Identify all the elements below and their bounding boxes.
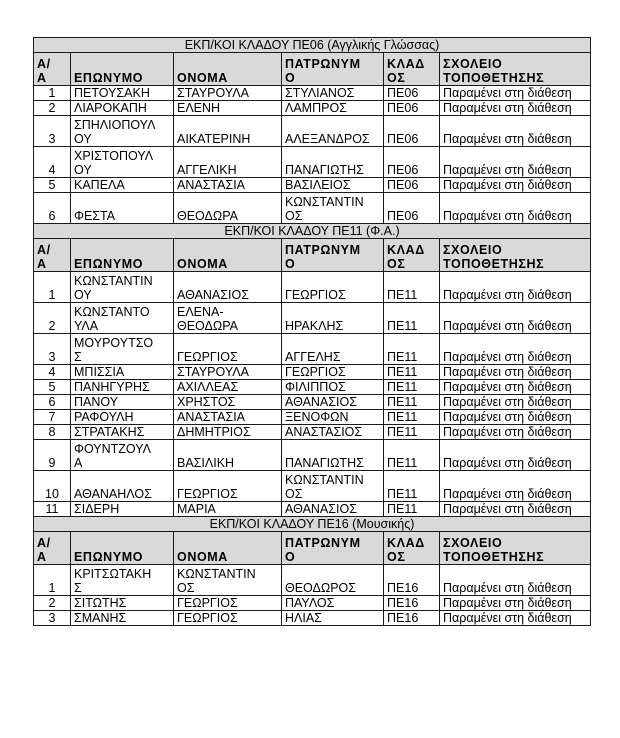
cell-branch: ΠΕ11	[384, 365, 440, 380]
cell-line: ΕΛΕΝΗ	[177, 101, 221, 115]
cell-aa: 1	[34, 565, 71, 596]
header-aa	[34, 239, 71, 272]
cell-line: ΣΜΑΝΗΣ	[74, 611, 127, 625]
cell-line: ΣΙΤΩΤΗΣ	[74, 596, 127, 610]
header-aa	[34, 53, 71, 86]
table-row	[34, 410, 591, 425]
cell-aa: 5	[34, 380, 71, 395]
cell-name	[174, 101, 282, 116]
cell-branch: ΠΕ11	[384, 334, 440, 365]
cell-line: ΕΛΕΝΑ-	[177, 305, 224, 319]
cell-line: ΧΡΗΣΤΟΣ	[177, 395, 236, 409]
cell-school: Παραμένει στη διάθεση	[440, 86, 591, 101]
cell-line: ΑΧΙΛΛΕΑΣ	[177, 380, 239, 394]
cell-aa: 4	[34, 365, 71, 380]
section-title: ΕΚΠ/ΚΟΙ ΚΛΑΔΟΥ ΠΕ16 (Μουσικής)	[34, 517, 591, 532]
cell-school: Παραμένει στη διάθεση	[440, 471, 591, 502]
cell-line: ΣΠΗΛΙΟΠΟΥΛ	[74, 118, 156, 132]
header-surname	[71, 53, 174, 86]
column-header-row	[34, 53, 591, 86]
cell-surname	[71, 193, 174, 224]
cell-surname	[71, 410, 174, 425]
cell-name	[174, 596, 282, 611]
cell-patronym	[282, 410, 384, 425]
column-header-row	[34, 239, 591, 272]
cell-aa: 3	[34, 611, 71, 626]
cell-line: ΡΑΦΟΥΛΗ	[74, 410, 134, 424]
header-surname	[71, 239, 174, 272]
cell-line: ΣΙΔΕΡΗ	[74, 502, 120, 516]
cell-school: Παραμένει στη διάθεση	[440, 596, 591, 611]
header-aa-line1: Α/	[37, 57, 51, 71]
cell-line: ΑΝΑΣΤΑΣΙΟΣ	[285, 425, 363, 439]
cell-name	[174, 440, 282, 471]
header-patronym-line2: Ο	[285, 550, 296, 564]
cell-patronym	[282, 596, 384, 611]
table-row	[34, 303, 591, 334]
header-patronym-line1: ΠΑΤΡΩΝΥΜ	[285, 243, 361, 257]
cell-branch: ΠΕ11	[384, 410, 440, 425]
table-body	[34, 38, 591, 626]
cell-surname	[71, 334, 174, 365]
cell-branch: ΠΕ06	[384, 101, 440, 116]
header-name-line2: ΟΝΟΜΑ	[177, 550, 228, 564]
table-row	[34, 425, 591, 440]
header-school-line1: ΣΧΟΛΕΙΟ	[443, 243, 503, 257]
cell-line: ΚΩΝΣΤΑΝΤΙΝ	[74, 274, 153, 288]
cell-school: Παραμένει στη διάθεση	[440, 395, 591, 410]
cell-branch: ΠΕ11	[384, 440, 440, 471]
header-branch-line2: ΟΣ	[387, 550, 406, 564]
cell-aa: 4	[34, 147, 71, 178]
header-surname	[71, 532, 174, 565]
cell-branch: ΠΕ16	[384, 611, 440, 626]
table-row	[34, 380, 591, 395]
header-school-line2: ΤΟΠΟΘΕΤΗΣΗΣ	[443, 550, 545, 564]
cell-line: ΣΤΑΥΡΟΥΛΑ	[177, 86, 249, 100]
cell-line: ΑΓΓΕΛΗΣ	[285, 350, 341, 364]
cell-aa: 5	[34, 178, 71, 193]
cell-surname	[71, 147, 174, 178]
cell-branch: ΠΕ06	[384, 147, 440, 178]
cell-surname	[71, 303, 174, 334]
header-patronym	[282, 53, 384, 86]
cell-school: Παραμένει στη διάθεση	[440, 178, 591, 193]
cell-line: ΗΛΙΑΣ	[285, 611, 322, 625]
cell-line: Α	[74, 456, 83, 470]
table-row	[34, 440, 591, 471]
cell-aa: 2	[34, 101, 71, 116]
cell-surname	[71, 116, 174, 147]
header-aa-line1: Α/	[37, 536, 51, 550]
header-name-line2: ΟΝΟΜΑ	[177, 257, 228, 271]
cell-line: ΑΘΑΝΑΗΛΟΣ	[74, 487, 152, 501]
cell-name	[174, 86, 282, 101]
header-surname-line2: ΕΠΩΝΥΜΟ	[74, 71, 144, 85]
cell-school: Παραμένει στη διάθεση	[440, 425, 591, 440]
cell-aa: 6	[34, 395, 71, 410]
cell-branch: ΠΕ11	[384, 395, 440, 410]
header-branch-line1: ΚΛΑΔ	[387, 243, 425, 257]
cell-surname	[71, 440, 174, 471]
cell-branch: ΠΕ11	[384, 303, 440, 334]
table-row	[34, 147, 591, 178]
cell-aa: 7	[34, 410, 71, 425]
table-row	[34, 596, 591, 611]
cell-branch: ΠΕ06	[384, 178, 440, 193]
cell-line: ΗΡΑΚΛΗΣ	[285, 319, 344, 333]
cell-line: ΚΡΙΤΣΩΤΑΚΗ	[74, 567, 152, 581]
header-patronym-line1: ΠΑΤΡΩΝΥΜ	[285, 57, 361, 71]
cell-line: ΑΘΑΝΑΣΙΟΣ	[285, 502, 357, 516]
table-row	[34, 395, 591, 410]
cell-line: ΚΩΝΣΤΑΝΤΙΝ	[177, 567, 256, 581]
cell-line: ΠΑΝΟΥ	[74, 395, 119, 409]
cell-surname	[71, 425, 174, 440]
header-surname-line2: ΕΠΩΝΥΜΟ	[74, 257, 144, 271]
cell-line: ΟΣ	[285, 487, 303, 501]
cell-school: Παραμένει στη διάθεση	[440, 101, 591, 116]
header-name	[174, 53, 282, 86]
cell-name	[174, 272, 282, 303]
cell-name	[174, 380, 282, 395]
cell-name	[174, 365, 282, 380]
cell-line: ΓΕΩΡΓΙΟΣ	[177, 350, 238, 364]
header-school	[440, 53, 591, 86]
cell-surname	[71, 502, 174, 517]
cell-school: Παραμένει στη διάθεση	[440, 611, 591, 626]
header-branch	[384, 53, 440, 86]
cell-surname	[71, 86, 174, 101]
header-branch	[384, 239, 440, 272]
header-surname-line2: ΕΠΩΝΥΜΟ	[74, 550, 144, 564]
cell-line: ΠΑΝΗΓΥΡΗΣ	[74, 380, 150, 394]
cell-name	[174, 303, 282, 334]
cell-aa: 1	[34, 86, 71, 101]
cell-name	[174, 611, 282, 626]
cell-school: Παραμένει στη διάθεση	[440, 116, 591, 147]
cell-line: ΦΟΥΝΤΖΟΥΛ	[74, 442, 152, 456]
header-branch-line1: ΚΛΑΔ	[387, 57, 425, 71]
cell-line: ΣΤΥΛΙΑΝΟΣ	[285, 86, 355, 100]
cell-line: ΑΝΑΣΤΑΣΙΑ	[177, 410, 246, 424]
cell-branch: ΠΕ11	[384, 425, 440, 440]
cell-line: ΛΙΑΡΟΚΑΠΗ	[74, 101, 147, 115]
cell-line: ΘΕΟΔΩΡΑ	[177, 209, 238, 223]
header-branch-line1: ΚΛΑΔ	[387, 536, 425, 550]
cell-line: ΑΙΚΑΤΕΡΙΝΗ	[177, 132, 251, 146]
header-name	[174, 239, 282, 272]
cell-name	[174, 147, 282, 178]
cell-patronym	[282, 380, 384, 395]
table-row	[34, 178, 591, 193]
cell-patronym	[282, 272, 384, 303]
cell-name	[174, 410, 282, 425]
cell-line: ΛΑΜΠΡΟΣ	[285, 101, 347, 115]
cell-patronym	[282, 440, 384, 471]
cell-surname	[71, 178, 174, 193]
cell-line: ΠΕΤΟΥΣΑΚΗ	[74, 86, 150, 100]
cell-line: ΟΣ	[285, 209, 303, 223]
cell-line: ΒΑΣΙΛΕΙΟΣ	[285, 178, 351, 192]
cell-branch: ΠΕ16	[384, 565, 440, 596]
header-patronym-line1: ΠΑΤΡΩΝΥΜ	[285, 536, 361, 550]
cell-line: ΠΑΝΑΓΙΩΤΗΣ	[285, 163, 364, 177]
cell-aa: 3	[34, 334, 71, 365]
cell-patronym	[282, 116, 384, 147]
header-school-line1: ΣΧΟΛΕΙΟ	[443, 536, 503, 550]
cell-surname	[71, 380, 174, 395]
cell-school: Παραμένει στη διάθεση	[440, 334, 591, 365]
column-header-row	[34, 532, 591, 565]
cell-line: ΑΓΓΕΛΙΚΗ	[177, 163, 237, 177]
cell-line: ΠΑΝΑΓΙΩΤΗΣ	[285, 456, 364, 470]
cell-name	[174, 425, 282, 440]
cell-name	[174, 178, 282, 193]
header-aa-line2: Α	[37, 71, 47, 85]
cell-branch: ΠΕ11	[384, 502, 440, 517]
cell-patronym	[282, 193, 384, 224]
cell-line: ΑΘΑΝΑΣΙΟΣ	[285, 395, 357, 409]
cell-line: ΔΗΜΗΤΡΙΟΣ	[177, 425, 251, 439]
table-row	[34, 86, 591, 101]
cell-school: Παραμένει στη διάθεση	[440, 440, 591, 471]
header-school-line2: ΤΟΠΟΘΕΤΗΣΗΣ	[443, 71, 545, 85]
cell-line: ΓΕΩΡΓΙΟΣ	[285, 288, 346, 302]
table-row	[34, 502, 591, 517]
table-row	[34, 193, 591, 224]
placement-table	[33, 37, 591, 626]
cell-surname	[71, 596, 174, 611]
cell-aa: 2	[34, 596, 71, 611]
cell-school: Παραμένει στη διάθεση	[440, 193, 591, 224]
cell-patronym	[282, 502, 384, 517]
cell-name	[174, 502, 282, 517]
table-row	[34, 365, 591, 380]
cell-line: ΣΤΡΑΤΑΚΗΣ	[74, 425, 145, 439]
table-row	[34, 471, 591, 502]
cell-surname	[71, 395, 174, 410]
header-branch-line2: ΟΣ	[387, 71, 406, 85]
table-row	[34, 334, 591, 365]
cell-line: Σ	[74, 581, 82, 595]
cell-line: ΦΕΣΤΑ	[74, 209, 116, 223]
header-patronym	[282, 532, 384, 565]
cell-branch: ΠΕ11	[384, 471, 440, 502]
cell-line: ΥΛΑ	[74, 319, 99, 333]
table-row	[34, 101, 591, 116]
section-title: ΕΚΠ/ΚΟΙ ΚΛΑΔΟΥ ΠΕ06 (Αγγλικής Γλώσσας)	[34, 38, 591, 53]
cell-school: Παραμένει στη διάθεση	[440, 502, 591, 517]
header-school-line2: ΤΟΠΟΘΕΤΗΣΗΣ	[443, 257, 545, 271]
cell-line: ΓΕΩΡΓΙΟΣ	[285, 365, 346, 379]
cell-patronym	[282, 334, 384, 365]
header-patronym	[282, 239, 384, 272]
header-aa	[34, 532, 71, 565]
cell-line: ΞΕΝΟΦΩΝ	[285, 410, 349, 424]
section-title-row	[34, 38, 591, 53]
cell-school: Παραμένει στη διάθεση	[440, 303, 591, 334]
cell-school: Παραμένει στη διάθεση	[440, 272, 591, 303]
cell-branch: ΠΕ16	[384, 596, 440, 611]
header-patronym-line2: Ο	[285, 71, 296, 85]
cell-line: ΘΕΟΔΩΡΑ	[177, 319, 238, 333]
cell-line: ΚΩΝΣΤΑΝΤΙΝ	[285, 195, 364, 209]
cell-patronym	[282, 565, 384, 596]
cell-branch: ΠΕ11	[384, 380, 440, 395]
cell-surname	[71, 101, 174, 116]
cell-line: ΣΤΑΥΡΟΥΛΑ	[177, 365, 249, 379]
cell-patronym	[282, 471, 384, 502]
cell-school: Παραμένει στη διάθεση	[440, 147, 591, 178]
cell-line: ΓΕΩΡΓΙΟΣ	[177, 611, 238, 625]
cell-line: ΚΩΝΣΤΑΝΤΟ	[74, 305, 150, 319]
cell-name	[174, 116, 282, 147]
header-branch	[384, 532, 440, 565]
table-row	[34, 272, 591, 303]
cell-line: ΜΠΙΣΣΙΑ	[74, 365, 125, 379]
header-branch-line2: ΟΣ	[387, 257, 406, 271]
cell-surname	[71, 565, 174, 596]
cell-line: ΚΩΝΣΤΑΝΤΙΝ	[285, 473, 364, 487]
cell-aa: 1	[34, 272, 71, 303]
header-school	[440, 239, 591, 272]
cell-school: Παραμένει στη διάθεση	[440, 410, 591, 425]
cell-aa: 11	[34, 502, 71, 517]
header-school	[440, 532, 591, 565]
cell-name	[174, 471, 282, 502]
table-row	[34, 611, 591, 626]
cell-patronym	[282, 86, 384, 101]
cell-line: ΑΘΑΝΑΣΙΟΣ	[177, 288, 249, 302]
cell-line: ΠΑΥΛΟΣ	[285, 596, 335, 610]
cell-name	[174, 334, 282, 365]
cell-aa: 3	[34, 116, 71, 147]
cell-name	[174, 395, 282, 410]
cell-patronym	[282, 611, 384, 626]
cell-branch: ΠΕ11	[384, 272, 440, 303]
cell-line: ΜΟΥΡΟΥΤΣΟ	[74, 336, 154, 350]
cell-line: Σ	[74, 350, 82, 364]
cell-patronym	[282, 395, 384, 410]
cell-line: ΘΕΟΔΩΡΟΣ	[285, 581, 357, 595]
cell-branch: ΠΕ06	[384, 86, 440, 101]
cell-line: ΒΑΣΙΛΙΚΗ	[177, 456, 235, 470]
cell-school: Παραμένει στη διάθεση	[440, 565, 591, 596]
header-aa-line2: Α	[37, 550, 47, 564]
header-school-line1: ΣΧΟΛΕΙΟ	[443, 57, 503, 71]
header-name	[174, 532, 282, 565]
cell-line: ΦΙΛΙΠΠΟΣ	[285, 380, 346, 394]
cell-aa: 8	[34, 425, 71, 440]
header-aa-line1: Α/	[37, 243, 51, 257]
table-row	[34, 565, 591, 596]
cell-patronym	[282, 101, 384, 116]
cell-aa: 2	[34, 303, 71, 334]
cell-surname	[71, 272, 174, 303]
header-patronym-line2: Ο	[285, 257, 296, 271]
cell-line: ΟΥ	[74, 288, 92, 302]
cell-patronym	[282, 303, 384, 334]
cell-line: ΓΕΩΡΓΙΟΣ	[177, 487, 238, 501]
cell-school: Παραμένει στη διάθεση	[440, 380, 591, 395]
cell-line: ΜΑΡΙΑ	[177, 502, 216, 516]
cell-line: ΟΥ	[74, 132, 92, 146]
cell-patronym	[282, 178, 384, 193]
cell-surname	[71, 611, 174, 626]
cell-line: ΑΝΑΣΤΑΣΙΑ	[177, 178, 246, 192]
cell-branch: ΠΕ06	[384, 193, 440, 224]
cell-branch: ΠΕ06	[384, 116, 440, 147]
cell-line: ΚΑΠΕΛΑ	[74, 178, 125, 192]
table-row	[34, 116, 591, 147]
cell-school: Παραμένει στη διάθεση	[440, 365, 591, 380]
header-name-line2: ΟΝΟΜΑ	[177, 71, 228, 85]
cell-name	[174, 565, 282, 596]
cell-line: ΟΥ	[74, 163, 92, 177]
cell-aa: 10	[34, 471, 71, 502]
section-title-row	[34, 224, 591, 239]
section-title: ΕΚΠ/ΚΟΙ ΚΛΑΔΟΥ ΠΕ11 (Φ.Α.)	[34, 224, 591, 239]
header-aa-line2: Α	[37, 257, 47, 271]
cell-surname	[71, 365, 174, 380]
cell-line: ΟΣ	[177, 581, 195, 595]
cell-patronym	[282, 425, 384, 440]
cell-patronym	[282, 365, 384, 380]
cell-patronym	[282, 147, 384, 178]
cell-surname	[71, 471, 174, 502]
cell-name	[174, 193, 282, 224]
cell-line: ΧΡΙΣΤΟΠΟΥΛ	[74, 149, 154, 163]
cell-aa: 9	[34, 440, 71, 471]
cell-line: ΑΛΕΞΑΝΔΡΟΣ	[285, 132, 370, 146]
cell-aa: 6	[34, 193, 71, 224]
cell-line: ΓΕΩΡΓΙΟΣ	[177, 596, 238, 610]
section-title-row	[34, 517, 591, 532]
